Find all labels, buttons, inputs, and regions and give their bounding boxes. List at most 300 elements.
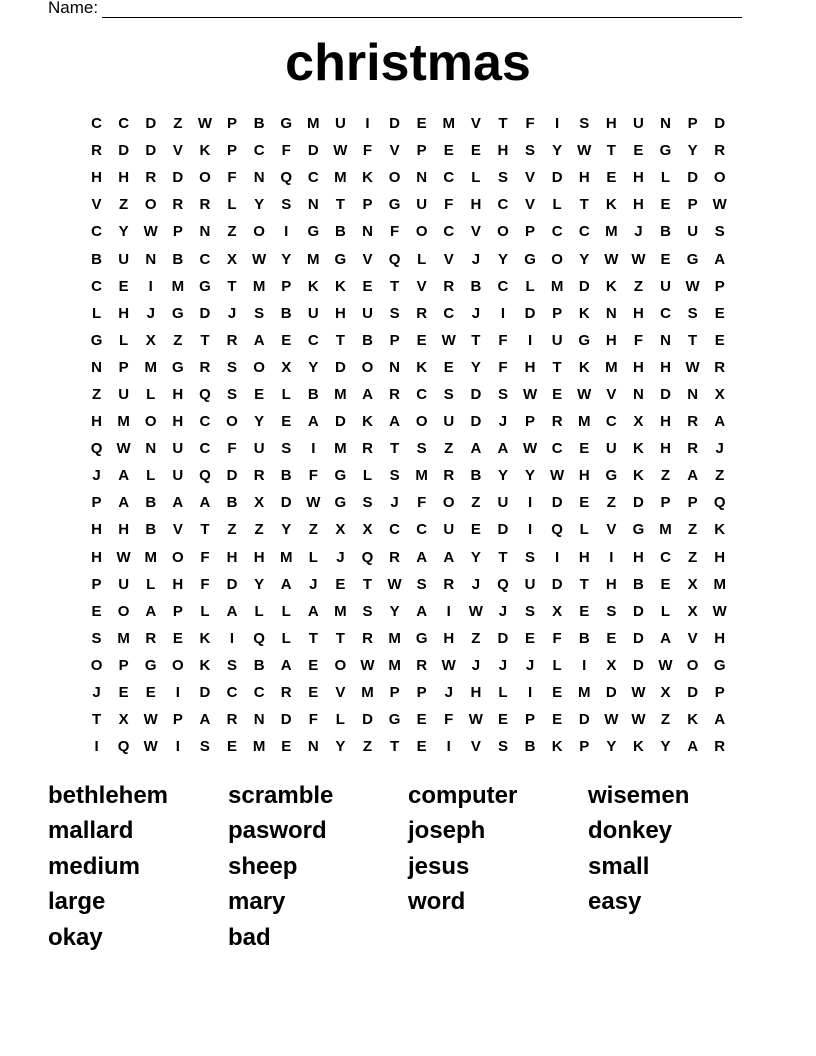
- grid-letter: H: [660, 440, 671, 458]
- word-list-item: bad: [228, 923, 271, 951]
- grid-letter: P: [687, 196, 698, 214]
- grid-letter: E: [416, 115, 427, 133]
- grid-letter: U: [334, 115, 346, 133]
- grid-letter: I: [148, 277, 153, 295]
- grid-letter: S: [443, 385, 454, 403]
- grid-letter: S: [227, 358, 238, 376]
- grid-letter: G: [144, 656, 157, 674]
- grid-letter: X: [633, 413, 644, 431]
- grid-letter: M: [334, 602, 347, 620]
- grid-letter: C: [91, 223, 102, 241]
- word-list-item: mary: [228, 888, 286, 916]
- grid-letter: Z: [254, 521, 264, 539]
- grid-letter: Z: [362, 738, 373, 756]
- grid-letter: N: [145, 440, 157, 458]
- grid-letter: G: [171, 358, 184, 376]
- grid-letter: Q: [90, 440, 103, 458]
- grid-letter: M: [307, 250, 320, 268]
- grid-letter: E: [281, 413, 292, 431]
- grid-letter: C: [578, 223, 590, 241]
- grid-letter: G: [388, 196, 401, 214]
- grid-letter: H: [118, 169, 130, 187]
- grid-letter: V: [606, 521, 617, 539]
- grid-letter: N: [389, 358, 400, 376]
- grid-letter: R: [389, 548, 400, 566]
- grid-letter: L: [146, 467, 156, 485]
- grid-letter: P: [525, 223, 536, 241]
- grid-letter: S: [606, 602, 617, 620]
- grid-letter: H: [633, 548, 644, 566]
- grid-letter: C: [660, 548, 671, 566]
- grid-letter: T: [389, 738, 400, 756]
- grid-letter: R: [714, 142, 726, 160]
- grid-letter: Z: [119, 196, 129, 214]
- grid-letter: E: [308, 656, 319, 674]
- grid-letter: L: [335, 711, 345, 729]
- grid-letter: U: [551, 331, 563, 349]
- grid-letter: H: [605, 575, 617, 593]
- grid-letter: H: [578, 548, 590, 566]
- grid-letter: W: [116, 548, 131, 566]
- grid-letter: N: [199, 223, 211, 241]
- grid-letter: L: [254, 602, 264, 620]
- grid-letter: J: [471, 656, 481, 674]
- grid-letter: Y: [281, 521, 292, 539]
- grid-letter: D: [226, 467, 238, 485]
- grid-letter: K: [633, 738, 644, 756]
- grid-letter: Q: [280, 169, 293, 187]
- grid-letter: B: [253, 115, 265, 133]
- grid-letter: R: [443, 277, 455, 295]
- grid-letter: M: [415, 467, 428, 485]
- grid-letter: V: [470, 115, 481, 133]
- grid-letter: V: [362, 250, 373, 268]
- grid-letter: E: [633, 142, 644, 160]
- grid-letter: V: [525, 196, 536, 214]
- grid-letter: L: [579, 521, 589, 539]
- grid-letter: H: [470, 684, 482, 702]
- grid-letter: A: [443, 548, 455, 566]
- grid-letter: P: [227, 115, 238, 133]
- grid-letter: O: [415, 413, 428, 431]
- grid-letter: W: [604, 250, 619, 268]
- grid-letter: O: [253, 358, 265, 376]
- grid-letter: M: [605, 223, 618, 241]
- grid-letter: J: [309, 575, 318, 593]
- grid-letter: U: [307, 304, 319, 322]
- grid-letter: L: [281, 602, 291, 620]
- grid-letter: P: [416, 684, 427, 702]
- grid-letter: D: [578, 277, 590, 295]
- grid-letter: H: [497, 142, 509, 160]
- grid-letter: Y: [606, 738, 617, 756]
- grid-letter: O: [117, 602, 130, 620]
- grid-letter: T: [227, 277, 237, 295]
- grid-letter: P: [362, 196, 373, 214]
- grid-letter: Z: [688, 521, 698, 539]
- grid-letter: E: [281, 738, 292, 756]
- grid-letter: D: [551, 575, 563, 593]
- grid-letter: G: [334, 494, 347, 512]
- grid-letter: F: [227, 440, 237, 458]
- grid-letter: X: [552, 602, 563, 620]
- grid-letter: B: [226, 494, 238, 512]
- grid-letter: T: [498, 548, 508, 566]
- grid-letter: I: [311, 440, 316, 458]
- grid-letter: Y: [525, 467, 536, 485]
- grid-letter: M: [334, 440, 347, 458]
- grid-letter: C: [605, 413, 617, 431]
- grid-letter: M: [307, 115, 320, 133]
- grid-letter: H: [660, 358, 671, 376]
- grid-letter: P: [227, 142, 238, 160]
- grid-letter: Z: [444, 440, 454, 458]
- word-list-item: large: [48, 888, 106, 916]
- grid-letter: G: [199, 277, 211, 295]
- grid-letter: L: [91, 304, 102, 322]
- grid-letter: T: [579, 196, 589, 214]
- grid-letter: U: [633, 115, 644, 133]
- grid-letter: A: [145, 602, 157, 620]
- grid-letter: U: [660, 277, 671, 295]
- word-list-item: okay: [48, 923, 103, 951]
- grid-letter: E: [660, 575, 671, 593]
- grid-letter: K: [199, 656, 211, 674]
- grid-letter: Q: [253, 629, 265, 647]
- name-label: Name:: [48, 0, 99, 17]
- grid-letter: Q: [361, 548, 374, 566]
- grid-letter: P: [389, 331, 400, 349]
- grid-letter: A: [307, 602, 319, 620]
- grid-letter: B: [91, 250, 102, 268]
- grid-letter: T: [498, 115, 508, 133]
- grid-letter: S: [579, 115, 590, 133]
- grid-letter: U: [497, 494, 509, 512]
- grid-letter: E: [497, 711, 508, 729]
- grid-letter: B: [470, 467, 482, 485]
- grid-letter: O: [551, 250, 563, 268]
- grid-letter: D: [280, 494, 292, 512]
- grid-letter: M: [605, 358, 618, 376]
- grid-letter: K: [605, 196, 617, 214]
- grid-letter: K: [633, 440, 644, 458]
- grid-letter: S: [497, 385, 508, 403]
- grid-letter: S: [416, 440, 427, 458]
- grid-letter: E: [552, 684, 563, 702]
- grid-letter: B: [578, 629, 590, 647]
- grid-letter: S: [281, 196, 292, 214]
- grid-letter: U: [687, 223, 699, 241]
- grid-letter: R: [714, 358, 726, 376]
- grid-letter: S: [497, 738, 508, 756]
- grid-letter: E: [579, 440, 590, 458]
- grid-letter: W: [522, 440, 538, 458]
- grid-letter: M: [117, 413, 130, 431]
- grid-letter: R: [443, 575, 455, 593]
- grid-letter: W: [712, 602, 727, 620]
- grid-letter: T: [389, 440, 400, 458]
- grid-letter: G: [171, 304, 184, 322]
- grid-letter: P: [172, 602, 183, 620]
- grid-letter: S: [254, 304, 265, 322]
- grid-letter: D: [714, 115, 726, 133]
- grid-letter: H: [524, 358, 536, 376]
- grid-letter: A: [199, 494, 211, 512]
- grid-letter: H: [443, 629, 455, 647]
- grid-letter: K: [362, 169, 373, 187]
- grid-letter: I: [229, 629, 235, 647]
- grid-letter: D: [578, 711, 590, 729]
- grid-letter: C: [497, 196, 509, 214]
- grid-letter: R: [253, 467, 265, 485]
- grid-letter: H: [172, 385, 184, 403]
- grid-letter: B: [307, 385, 319, 403]
- grid-letter: A: [280, 656, 292, 674]
- grid-letter: I: [582, 656, 587, 674]
- grid-letter: Y: [254, 413, 265, 431]
- grid-letter: Y: [118, 223, 129, 241]
- grid-letter: H: [714, 629, 726, 647]
- grid-letter: U: [253, 440, 265, 458]
- grid-letter: J: [227, 304, 237, 322]
- grid-letter: F: [200, 548, 210, 566]
- grid-letter: O: [442, 494, 455, 512]
- grid-letter: V: [606, 385, 617, 403]
- grid-letter: E: [308, 684, 319, 702]
- word-list-item: wisemen: [588, 781, 690, 809]
- grid-letter: T: [200, 331, 210, 349]
- grid-letter: S: [281, 440, 292, 458]
- grid-letter: T: [335, 629, 345, 647]
- grid-letter: Q: [713, 494, 726, 512]
- grid-letter: M: [252, 738, 266, 756]
- grid-letter: Y: [254, 575, 265, 593]
- grid-letter: L: [525, 277, 535, 295]
- grid-letter: W: [116, 440, 131, 458]
- grid-letter: M: [388, 656, 401, 674]
- grid-letter: B: [172, 250, 184, 268]
- grid-letter: Q: [199, 467, 211, 485]
- grid-letter: H: [633, 169, 644, 187]
- grid-letter: I: [527, 521, 533, 539]
- grid-letter: T: [389, 277, 400, 295]
- grid-letter: A: [714, 711, 726, 729]
- grid-letter: U: [416, 196, 428, 214]
- grid-letter: Z: [173, 331, 183, 349]
- grid-letter: K: [551, 738, 563, 756]
- grid-letter: D: [551, 494, 563, 512]
- grid-letter: F: [362, 142, 373, 160]
- grid-letter: C: [253, 684, 265, 702]
- grid-letter: D: [497, 629, 509, 647]
- grid-letter: P: [552, 304, 563, 322]
- grid-letter: D: [497, 521, 509, 539]
- grid-letter: W: [333, 142, 348, 160]
- grid-letter: N: [416, 169, 428, 187]
- grid-letter: K: [362, 413, 373, 431]
- grid-letter: I: [609, 548, 614, 566]
- grid-letter: W: [577, 142, 592, 160]
- grid-letter: W: [712, 196, 727, 214]
- grid-letter: D: [470, 413, 482, 431]
- grid-letter: A: [226, 602, 238, 620]
- grid-letter: J: [498, 413, 508, 431]
- grid-letter: E: [254, 385, 265, 403]
- grid-letter: D: [145, 142, 157, 160]
- grid-letter: A: [199, 711, 211, 729]
- grid-letter: D: [660, 385, 671, 403]
- grid-letter: R: [362, 440, 373, 458]
- grid-letter: D: [633, 494, 644, 512]
- grid-letter: D: [633, 629, 644, 647]
- grid-letter: C: [416, 521, 428, 539]
- grid-letter: W: [631, 711, 646, 729]
- grid-letter: R: [226, 331, 238, 349]
- grid-letter: D: [226, 575, 238, 593]
- grid-letter: E: [335, 575, 346, 593]
- grid-letter: M: [334, 169, 347, 187]
- grid-letter: B: [362, 331, 373, 349]
- grid-letter: A: [687, 738, 699, 756]
- grid-letter: V: [389, 142, 400, 160]
- grid-letter: X: [606, 656, 617, 674]
- grid-letter: U: [172, 440, 184, 458]
- grid-letter: U: [118, 250, 130, 268]
- grid-letter: K: [578, 304, 590, 322]
- grid-letter: B: [470, 277, 482, 295]
- grid-letter: C: [307, 169, 319, 187]
- grid-letter: C: [660, 304, 671, 322]
- grid-letter: K: [199, 142, 211, 160]
- grid-letter: E: [606, 629, 617, 647]
- grid-letter: O: [171, 656, 184, 674]
- grid-letter: G: [659, 142, 672, 160]
- grid-letter: S: [389, 304, 400, 322]
- word-list-item: bethlehem: [48, 781, 169, 809]
- grid-letter: B: [145, 494, 157, 512]
- grid-letter: U: [605, 440, 617, 458]
- grid-letter: V: [443, 250, 454, 268]
- grid-letter: Y: [281, 250, 292, 268]
- grid-letter: F: [200, 575, 210, 593]
- grid-letter: E: [443, 142, 454, 160]
- grid-letter: E: [579, 602, 590, 620]
- grid-letter: M: [144, 358, 157, 376]
- grid-letter: O: [361, 358, 374, 376]
- grid-letter: J: [498, 602, 508, 620]
- grid-letter: F: [444, 196, 454, 214]
- grid-letter: A: [470, 440, 482, 458]
- grid-letter: R: [551, 413, 563, 431]
- grid-letter: S: [525, 602, 536, 620]
- grid-letter: E: [552, 711, 563, 729]
- grid-letter: B: [633, 575, 644, 593]
- grid-letter: H: [660, 413, 671, 431]
- grid-letter: N: [307, 738, 319, 756]
- grid-letter: K: [199, 629, 211, 647]
- grid-letter: V: [687, 629, 698, 647]
- grid-letter: V: [470, 738, 481, 756]
- grid-letter: E: [145, 684, 156, 702]
- grid-letter: O: [388, 169, 401, 187]
- word-list-item: donkey: [588, 817, 673, 845]
- grid-letter: G: [524, 250, 536, 268]
- grid-letter: B: [334, 223, 346, 241]
- grid-letter: V: [416, 277, 427, 295]
- grid-letter: X: [118, 711, 129, 729]
- grid-letter: W: [306, 494, 321, 512]
- grid-letter: S: [227, 385, 238, 403]
- grid-letter: G: [334, 467, 347, 485]
- grid-letter: F: [444, 711, 454, 729]
- grid-letter: K: [605, 277, 617, 295]
- grid-letter: H: [605, 115, 617, 133]
- grid-letter: J: [336, 548, 345, 566]
- grid-letter: L: [308, 548, 318, 566]
- grid-letter: H: [470, 196, 482, 214]
- grid-letter: B: [253, 656, 265, 674]
- grid-letter: L: [119, 331, 129, 349]
- grid-letter: L: [227, 196, 237, 214]
- grid-letter: S: [687, 304, 698, 322]
- grid-letter: E: [660, 250, 671, 268]
- page-title: christmas: [285, 34, 531, 92]
- grid-letter: R: [443, 467, 455, 485]
- grid-letter: O: [253, 223, 265, 241]
- grid-letter: T: [200, 521, 210, 539]
- grid-letter: M: [361, 684, 374, 702]
- grid-letter: A: [253, 331, 265, 349]
- grid-letter: S: [714, 223, 725, 241]
- grid-letter: C: [118, 115, 130, 133]
- grid-letter: Z: [471, 494, 481, 512]
- grid-letter: R: [416, 304, 428, 322]
- grid-letter: R: [687, 413, 699, 431]
- grid-letter: S: [362, 602, 373, 620]
- grid-letter: F: [552, 629, 562, 647]
- grid-letter: H: [334, 304, 346, 322]
- grid-letter: F: [498, 358, 508, 376]
- grid-letter: I: [446, 738, 451, 756]
- grid-letter: Y: [470, 358, 481, 376]
- grid-letter: W: [143, 738, 158, 756]
- grid-letter: Y: [497, 467, 508, 485]
- grid-letter: Q: [388, 250, 401, 268]
- grid-letter: P: [714, 277, 725, 295]
- grid-letter: M: [659, 521, 672, 539]
- grid-letter: J: [146, 304, 155, 322]
- grid-letter: S: [91, 629, 102, 647]
- grid-letter: B: [145, 521, 157, 539]
- grid-letter: G: [713, 656, 726, 674]
- grid-letter: E: [660, 196, 671, 214]
- grid-letter: A: [172, 494, 184, 512]
- grid-letter: V: [172, 142, 183, 160]
- word-list-item: pasword: [228, 817, 327, 845]
- grid-letter: J: [471, 304, 481, 322]
- grid-letter: R: [199, 196, 211, 214]
- name-field: [48, 0, 742, 18]
- grid-letter: K: [307, 277, 319, 295]
- grid-letter: O: [497, 223, 509, 241]
- grid-letter: S: [525, 142, 536, 160]
- grid-letter: U: [443, 413, 455, 431]
- grid-letter: Y: [308, 358, 319, 376]
- grid-letter: X: [145, 331, 156, 349]
- grid-letter: H: [172, 575, 184, 593]
- grid-letter: R: [416, 656, 428, 674]
- grid-letter: H: [633, 358, 644, 376]
